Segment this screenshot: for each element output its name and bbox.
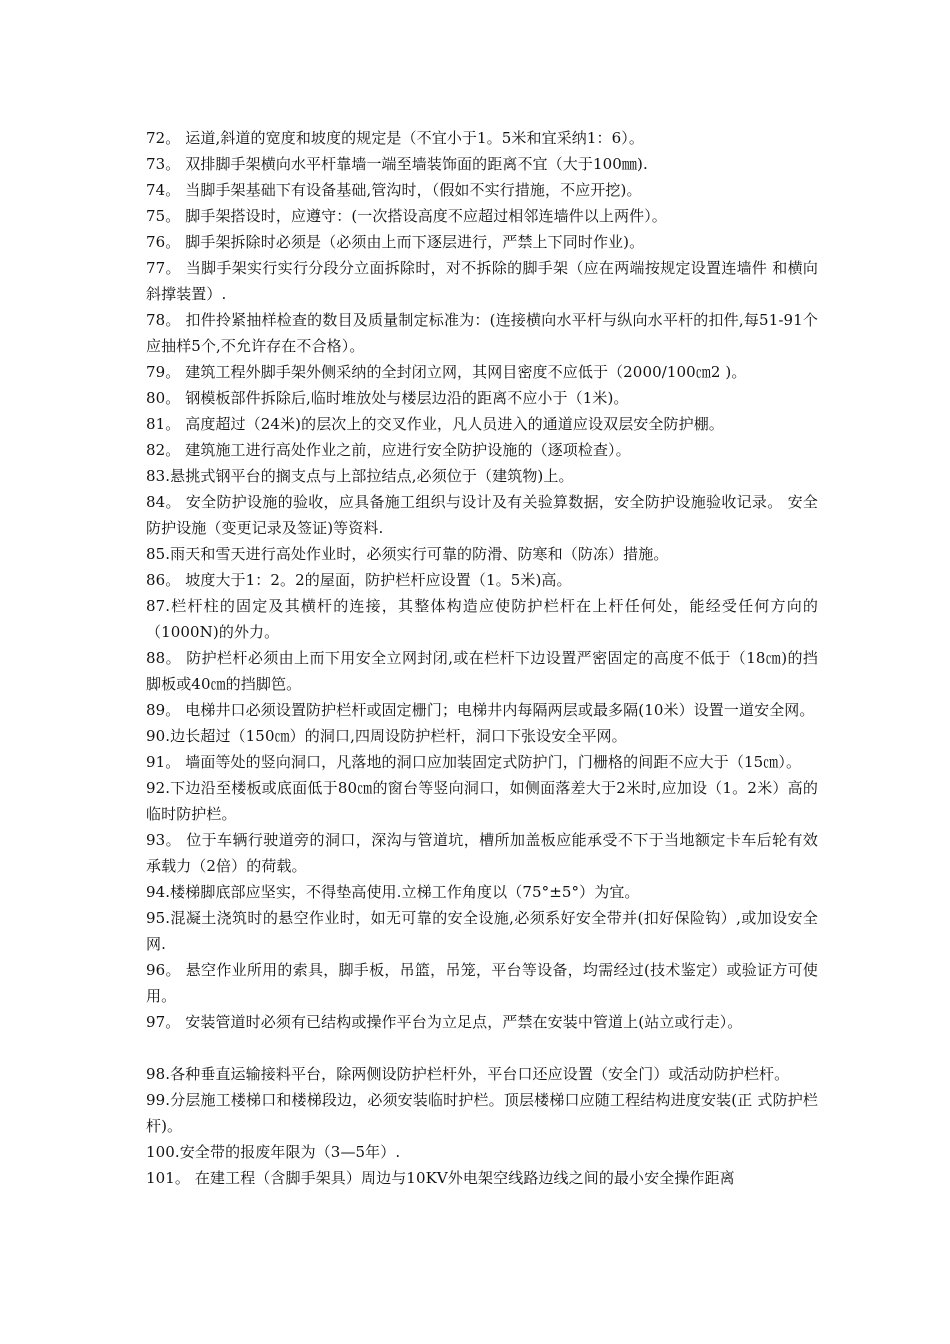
paragraph-72: 72。 运道,斜道的宽度和坡度的规定是（不宜小于1。5米和宜采纳1：6）。 — [146, 129, 644, 147]
paragraph-75: 75。 脚手架搭设时，应遵守：(一次搭设高度不应超过相邻连墙件以上两件）。 — [146, 207, 667, 225]
paragraph-84: 84。 安全防护设施的验收，应具备施工组织与设计及有关验算数据，安全防护设施验收记录。 安全防护设施（变更记录及签证)等资料. — [146, 493, 818, 537]
paragraph-92: 92.下边沿至楼板或底面低于80㎝的窗台等竖向洞口，如侧面落差大于2米时,应加设（1。2米）高的临时防护栏。 — [146, 779, 818, 823]
paragraph-80: 80。 钢模板部件拆除后,临时堆放处与楼层边沿的距离不应小于（1米)。 — [146, 389, 629, 407]
paragraph-74: 74。 当脚手架基础下有设备基础,管沟时，（假如不实行措施，不应开挖)。 — [146, 181, 642, 199]
paragraph-78: 78。 扣件拎紧抽样检查的数目及质量制定标准为：(连接横向水平杆与纵向水平杆的扣件,每51-91个应抽样5个,不允许存在不合格）。 — [146, 311, 818, 355]
paragraph-73: 73。 双排脚手架横向水平杆靠墙一端至墙装饰面的距离不宜（大于100㎜). — [146, 155, 648, 173]
paragraph-89: 89。 电梯井口必须设置防护栏杆或固定栅门；电梯井内每隔两层或最多隔(10米）设置一道安全网。 — [146, 701, 815, 719]
paragraph-86: 86。 坡度大于1：2。2的屋面，防护栏杆应设置（1。5米)高。 — [146, 571, 572, 589]
paragraph-87: 87.栏杆柱的固定及其横杆的连接，其整体构造应使防护栏杆在上杆任何处，能经受任何方向的（1000N)的外力。 — [146, 597, 818, 641]
paragraph-98: 98.各种垂直运输接料平台，除两侧设防护栏杆外，平台口还应设置（安全门）或活动防护栏杆。 — [146, 1065, 790, 1083]
paragraph-93: 93。 位于车辆行驶道旁的洞口，深沟与管道坑，槽所加盖板应能承受不下于当地额定卡车后轮有效承载力（2倍）的荷载。 — [146, 831, 818, 875]
paragraph-100: 100.安全带的报废年限为（3—5年）. — [146, 1143, 401, 1161]
paragraph-85: 85.雨天和雪天进行高处作业时，必须实行可靠的防滑、防寒和（防冻）措施。 — [146, 545, 669, 563]
paragraph-101: 101。 在建工程（含脚手架具）周边与10KV外电架空线路边线之间的最小安全操作距离 — [146, 1169, 735, 1187]
paragraph-91: 91。 墙面等处的竖向洞口，凡落地的洞口应加装固定式防护门，门栅格的间距不应大于（15㎝）。 — [146, 753, 802, 771]
paragraph-94: 94.楼梯脚底部应坚实，不得垫高使用.立梯工作角度以（75°±5°）为宜。 — [146, 883, 640, 901]
paragraph-76: 76。 脚手架拆除时必须是（必须由上而下逐层进行，严禁上下同时作业)。 — [146, 233, 645, 251]
paragraph-77: 77。 当脚手架实行实行分段分立面拆除时，对不拆除的脚手架（应在两端按规定设置连墙件 和横向斜撑装置）. — [146, 259, 818, 303]
paragraph-90: 90.边长超过（150㎝）的洞口,四周设防护栏杆，洞口下张设安全平网。 — [146, 727, 627, 745]
paragraph-83: 83.悬挑式钢平台的搁支点与上部拉结点,必须位于（建筑物)上。 — [146, 467, 574, 485]
paragraph-88: 88。 防护栏杆必须由上而下用安全立网封闭,或在栏杆下边设置严密固定的高度不低于（18㎝)的挡脚板或40㎝的挡脚笆。 — [146, 649, 818, 693]
paragraph-99: 99.分层施工楼梯口和楼梯段边，必须安装临时护栏。顶层楼梯口应随工程结构进度安装(正 式防护栏杆)。 — [146, 1091, 818, 1135]
paragraph-82: 82。 建筑施工进行高处作业之前，应进行安全防护设施的（逐项检查）。 — [146, 441, 631, 459]
paragraph-97: 97。 安装管道时必须有已结构或操作平台为立足点，严禁在安装中管道上(站立或行走）。 — [146, 1013, 743, 1031]
document-body — [146, 125, 818, 1191]
paragraph-81: 81。 高度超过（24米)的层次上的交叉作业，凡人员进入的通道应设双层安全防护棚。 — [146, 415, 724, 433]
paragraph-96: 96。 悬空作业所用的索具，脚手板，吊篮，吊笼，平台等设备，均需经过(技术鉴定）或验证方可使用。 — [146, 961, 818, 1005]
paragraph-95: 95.混凝土浇筑时的悬空作业时，如无可靠的安全设施,必须系好安全带并(扣好保险钩）,或加设安全网. — [146, 909, 818, 953]
paragraph-79: 79。 建筑工程外脚手架外侧采纳的全封闭立网，其网目密度不应低于（2000/100㎝2 )。 — [146, 363, 747, 381]
blank-line — [146, 1035, 818, 1061]
